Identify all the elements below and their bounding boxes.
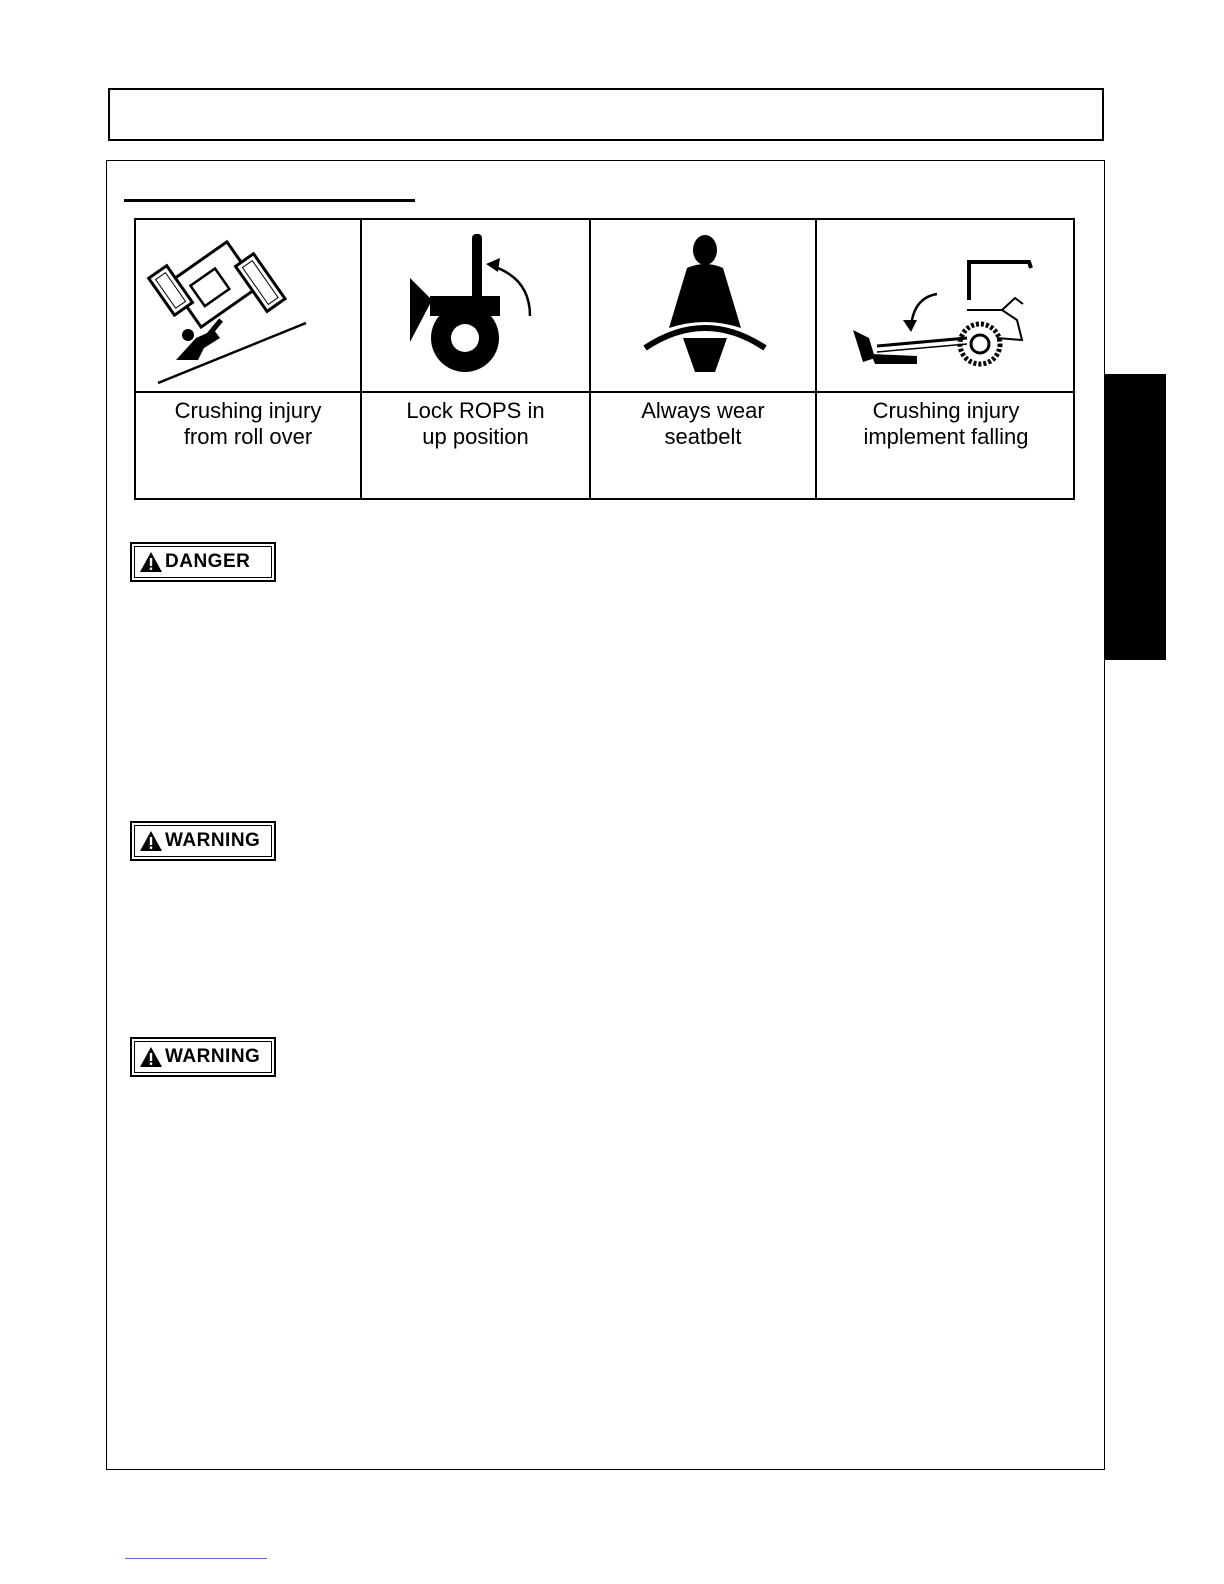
signal-word: WARNING xyxy=(165,830,261,851)
section-title-rule xyxy=(124,199,415,202)
hazard-triangle-icon xyxy=(139,830,163,852)
danger-signal-panel xyxy=(130,542,276,582)
hazard-triangle-icon xyxy=(139,551,163,573)
signal-word: WARNING xyxy=(165,1046,261,1067)
decal-seatbelt xyxy=(589,220,815,498)
safety-decal-table xyxy=(134,218,1075,500)
warning-signal-panel xyxy=(130,821,276,861)
decal-rollover xyxy=(136,220,360,498)
warning-signal-panel xyxy=(130,1037,276,1077)
seatbelt-icon xyxy=(591,220,815,393)
implement-falling-icon xyxy=(817,220,1075,393)
decal-rops xyxy=(360,220,589,498)
decal-caption: Crushing injury from roll over xyxy=(174,398,322,449)
tractor-rollover-icon xyxy=(136,220,360,393)
decal-caption: Crushing injury implement falling xyxy=(863,398,1029,449)
rops-up-icon xyxy=(362,220,589,393)
footer-link-underline[interactable] xyxy=(125,1558,267,1559)
decal-caption: Always wear seatbelt xyxy=(641,398,765,449)
signal-word: DANGER xyxy=(165,551,251,572)
hazard-triangle-icon xyxy=(139,1046,163,1068)
page-header-box xyxy=(108,88,1104,141)
decal-implement xyxy=(815,220,1075,498)
decal-caption: Lock ROPS in up position xyxy=(406,398,545,449)
section-side-tab xyxy=(1105,374,1166,660)
